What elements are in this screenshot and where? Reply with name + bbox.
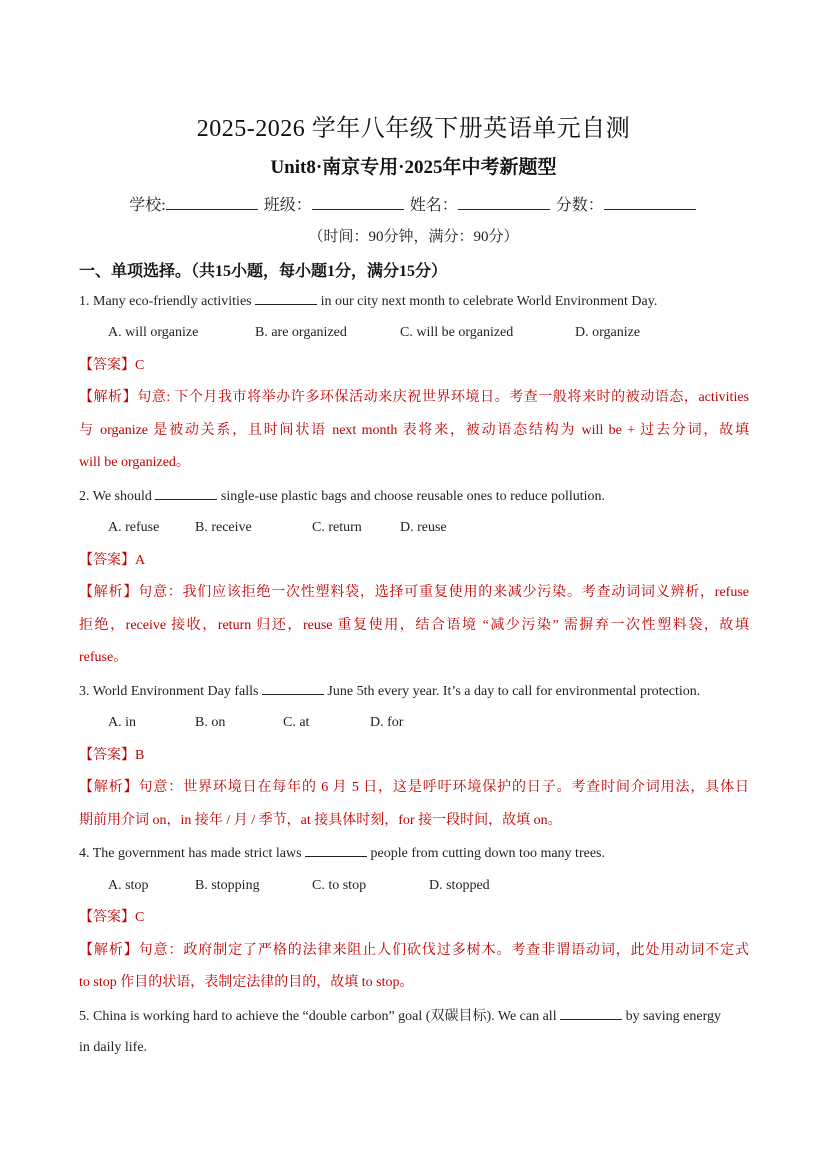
question-2-analysis-line-2: 拒绝，receive 接收，return 归还，reuse 重复使用，结合语境 “减少污染” 需摒弃一次性塑料袋，故填 bbox=[79, 618, 749, 633]
student-info-fields bbox=[0, 192, 827, 215]
option-c: C. return bbox=[312, 520, 362, 535]
question-2-stem: 2. We should single-use plastic bags and choose reusable ones to reduce pollution. bbox=[79, 486, 749, 507]
document-title: 2025-2026 学年八年级下册英语单元自测 bbox=[196, 116, 631, 142]
option-d: D. reuse bbox=[400, 520, 447, 535]
option-b: B. receive bbox=[195, 520, 252, 535]
question-1-options bbox=[108, 323, 778, 343]
name-label: 姓名： bbox=[409, 197, 458, 214]
question-4-stem: 4. The government has made strict laws people from cutting down too many trees. bbox=[79, 843, 749, 864]
answer-blank bbox=[155, 486, 217, 500]
question-3-answer: 【答案】B bbox=[79, 748, 145, 763]
question-4-analysis-line-1: 【解析】句意：政府制定了严格的法律来阻止人们砍伐过多树木。考查非谓语动词，此处用动词不定式 bbox=[79, 943, 750, 958]
option-d: D. for bbox=[370, 715, 404, 730]
option-a: A. will organize bbox=[108, 325, 199, 340]
answer-blank bbox=[262, 681, 324, 695]
question-2-answer: 【答案】A bbox=[79, 553, 146, 568]
question-1-analysis-line-1: 【解析】句意: 下个月我市将举办许多环保活动来庆祝世界环境日。考查一般将来时的被动语态，activities bbox=[79, 390, 749, 405]
option-c: C. to stop bbox=[312, 878, 367, 893]
question-1-analysis-line-2: 与 organize 是被动关系，且时间状语 next month 表将来，被动语态结构为 will be + 过去分词，故填 bbox=[79, 423, 749, 438]
document-subtitle: Unit8·南京专用·2025年中考新题型 bbox=[270, 157, 557, 178]
section-heading: 一、单项选择。（共15小题，每小题1分，满分15分） bbox=[79, 263, 448, 280]
school-label: 学校: bbox=[129, 197, 166, 214]
answer-blank bbox=[560, 1006, 622, 1020]
time-and-score: （时间：90分钟，满分：90分） bbox=[308, 229, 519, 245]
option-b: B. on bbox=[195, 715, 226, 730]
option-a: A. stop bbox=[108, 878, 149, 893]
school-blank bbox=[166, 195, 258, 210]
question-3-options bbox=[108, 713, 778, 733]
class-label: 班级： bbox=[263, 197, 312, 214]
question-4-analysis-line-2: to stop 作目的状语，表制定法律的目的，故填 to stop。 bbox=[79, 975, 414, 990]
question-2-analysis-line-1: 【解析】句意：我们应该拒绝一次性塑料袋，选择可重复使用的来减少污染。考查动词词义辨析，refuse bbox=[79, 585, 750, 600]
question-4-options bbox=[108, 876, 778, 896]
option-d: D. stopped bbox=[429, 878, 490, 893]
option-d: D. organize bbox=[575, 325, 641, 340]
question-5-stem: 5. China is working hard to achieve the “double carbon” goal (双碳目标). We can all by saving energy bbox=[79, 1006, 749, 1027]
option-c: C. at bbox=[283, 715, 310, 730]
class-blank bbox=[312, 195, 404, 210]
question-1-stem: 1. Many eco-friendly activities in our city next month to celebrate World Environment Day. bbox=[79, 291, 749, 312]
question-1-answer: 【答案】C bbox=[79, 358, 145, 373]
question-2-options bbox=[108, 518, 778, 538]
question-1-analysis-line-3: will be organized。 bbox=[79, 455, 190, 470]
option-a: A. refuse bbox=[108, 520, 160, 535]
question-3-analysis-line-1: 【解析】句意：世界环境日在每年的 6 月 5 日，这是呼吁环境保护的日子。考查时间介词用法，具体日 bbox=[79, 780, 750, 795]
name-blank bbox=[458, 195, 550, 210]
answer-blank bbox=[255, 291, 317, 305]
score-label: 分数： bbox=[555, 197, 604, 214]
option-b: B. are organized bbox=[255, 325, 347, 340]
option-c: C. will be organized bbox=[400, 325, 514, 340]
option-b: B. stopping bbox=[195, 878, 260, 893]
question-3-analysis-line-2: 期前用介词 on，in 接年 / 月 / 季节，at 接具体时刻，for 接一段时间，故填 on。 bbox=[79, 813, 562, 828]
question-5-stem-line-2: in daily life. bbox=[79, 1040, 148, 1055]
score-blank bbox=[604, 195, 696, 210]
option-a: A. in bbox=[108, 715, 136, 730]
answer-blank bbox=[305, 843, 367, 857]
question-3-stem: 3. World Environment Day falls June 5th every year. It’s a day to call for environmental protection. bbox=[79, 681, 749, 702]
question-4-answer: 【答案】C bbox=[79, 910, 145, 925]
question-2-analysis-line-3: refuse。 bbox=[79, 650, 128, 665]
